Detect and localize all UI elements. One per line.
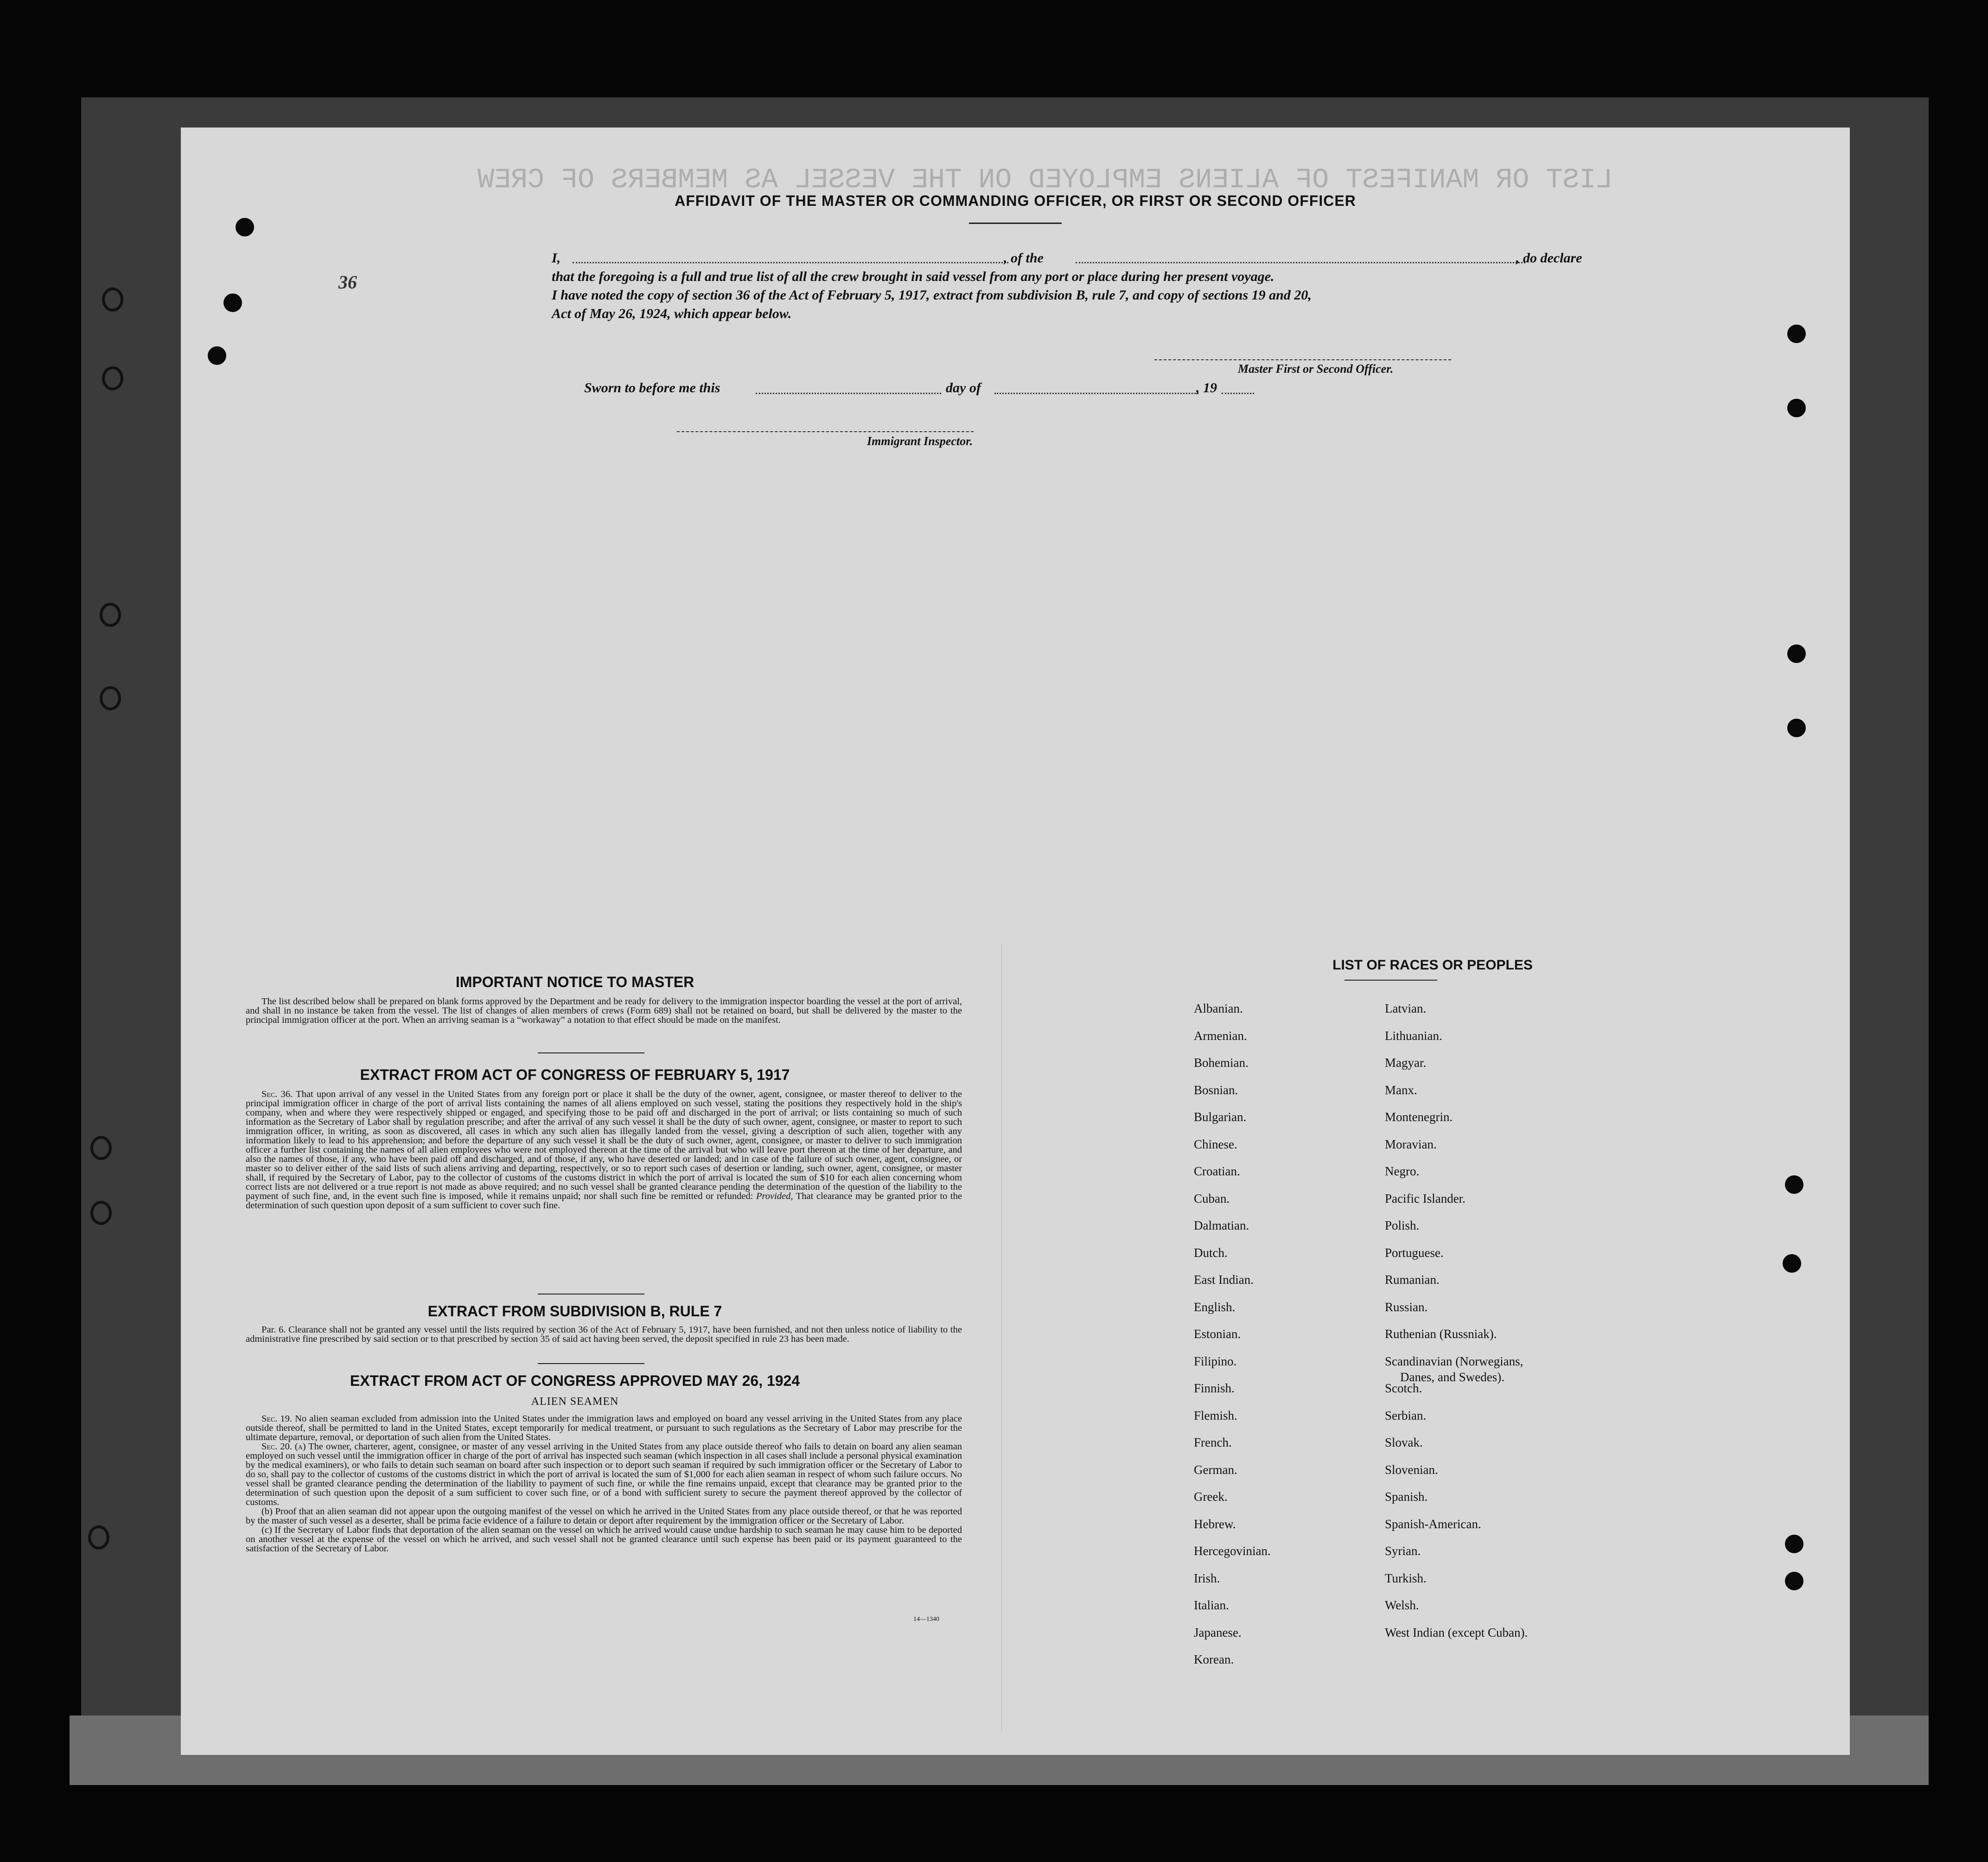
sec-36-text: That upon arrival of any vessel in the United States from any foreign port or place it shall be the duty of the owner, agent, consignee, or master thereof to deliver to the principal immigration officer in charge of the port of arrival lists containing the names of all aliens employed on such vessel, stating the positions they respectively hold in the ship's company, when and where they were respectively shipped or engaged, and specifying those to be paid off and discharged in the port of arrival; or lists containing so much of such information as the Secretary of Labor shall by regulation prescribe; and after the arrival of any such vessel it shall be the duty of such owner, agent, consignee, or master to report to such immigration officer, in writing, as soon as discovered, all cases in which any such alien has illegally landed from the vessel, giving a description of such alien, together with any information likely to lead to his apprehension; and before the departure of any such vessel it shall be the duty of such owner, agent, consignee, or master to deliver to such immigration officer a further list containing the names of all alien employees who were not employed thereon at the time of the arrival but who will leave port thereon at the time of her departure, and also the names of those, if any, who have been paid off and discharged, and of those, if any, who have deserted or landed; and in case of the failure of such owner, agent, consignee, or master so to deliver either of the said lists of such aliens arriving and departing, respectively, or so to report such cases of desertion or landing, such owner, agent, consignee, or master shall, if required by the Secretary of Labor, pay to the collector of customs of the customs district in which the port of arrival is located the sum of $10 for each alien concerning whom correct lists are not delivered or a true report is not made as above required; and no such vessel shall be granted clearance pending the determination of the question of the liability to the payment of such fine, and, in the event such fine is imposed, while it remains unpaid; nor shall such fine be remitted or refunded: [246, 1089, 962, 1201]
vessel-blank [1076, 262, 1525, 263]
race-item: Polish. [1385, 1218, 1420, 1232]
manifest-sheet [181, 128, 1850, 1755]
extract-1917-body [246, 1090, 962, 1210]
sec-20b-label: (b) [261, 1506, 273, 1517]
notice-paragraph: The list described below shall be prepared on blank forms approved by the Department and be ready for delivery to the immigration inspector boarding the vessel at the port of arrival, and shall in no instance be taken from the vessel. The list of changes of alien members of crews (Form 689) shall not be retained on board, but shall be delivered by the master to the principal immigration officer at the port. When an arriving seaman is a “workaway” a notation to that effect should be made on the manifest. [246, 996, 962, 1025]
race-item: Hebrew. [1194, 1517, 1236, 1531]
extract-1924-body [246, 1414, 962, 1553]
race-item: Cuban. [1194, 1191, 1230, 1205]
sec-20a-paragraph [246, 1442, 962, 1507]
punch-hole [223, 293, 242, 312]
sec-20b-paragraph [246, 1507, 962, 1525]
section-rule [538, 1052, 644, 1053]
form-number: 14—1340 [913, 1616, 939, 1623]
sec-36-text-end: That clearance may be granted prior to the determination of such question upon deposit of a sum sufficient to cover such fine. [246, 1191, 962, 1211]
race-item: Finnish. [1194, 1381, 1235, 1395]
sec-20b-text: Proof that an alien seaman did not appear upon the outgoing manifest of the vessel on which he arrived in the United States from any place outside thereof, or that he was reported by the master of such vessel as a deserter, shall be prima facie evidence of a failure to detain or deport after requirement by the immigration officer or the Secretary of Labor. [246, 1506, 962, 1526]
race-item: Albanian. [1194, 1001, 1243, 1015]
punch-hole [100, 686, 121, 710]
affidavit-i: I, [552, 250, 561, 266]
race-item: Bohemian. [1194, 1056, 1249, 1070]
affidavit-line-3: I have noted the copy of section 36 of the Act of February 5, 1917, extract from subdivision B, rule 7, and copy of sections 19 and 20, [552, 287, 1312, 303]
race-item: French. [1194, 1435, 1232, 1449]
race-item: Ruthenian (Russniak). [1385, 1327, 1497, 1341]
affidavit-line-4: Act of May 26, 1924, which appear below. [552, 306, 792, 321]
extract-1917-paragraph [246, 1090, 962, 1210]
extract-rule7-title: EXTRACT FROM SUBDIVISION B, RULE 7 [427, 1303, 722, 1320]
race-item: Spanish-American. [1385, 1517, 1481, 1531]
race-item: West Indian (except Cuban). [1385, 1625, 1528, 1639]
race-item: Croatian. [1194, 1164, 1240, 1178]
punch-hole [1787, 399, 1806, 417]
sec-19-label: Sec. 19. [261, 1414, 293, 1424]
master-signature-label: Master First or Second Officer. [1238, 362, 1394, 376]
race-item: Magyar. [1385, 1056, 1427, 1070]
race-item: Montenegrin. [1385, 1110, 1453, 1124]
punch-hole [1787, 719, 1806, 737]
title-rule [969, 223, 1062, 224]
race-item: Rumanian. [1385, 1273, 1440, 1287]
sworn-month-blank [994, 393, 1198, 394]
race-item: Chinese. [1194, 1137, 1237, 1151]
extract-1917-title: EXTRACT FROM ACT OF CONGRESS OF FEBRUARY 5, 1917 [360, 1066, 790, 1083]
race-item: Irish. [1194, 1571, 1220, 1585]
punch-hole [1783, 1254, 1801, 1273]
rule7-paragraph: Par. 6. Clearance shall not be granted any vessel until the lists required by section 36 of the Act of February 5, 1917, have been furnished, and not then unless notice of liability to the administrative fine prescribed by said section or to that prescribed by section 35 of said act having been served, the deposit specified in rule 23 has been made. [246, 1325, 962, 1344]
race-item: Dutch. [1194, 1245, 1228, 1260]
notice-title: IMPORTANT NOTICE TO MASTER [455, 974, 695, 990]
race-item: Latvian. [1385, 1001, 1427, 1015]
sec-20c-text: If the Secretary of Labor finds that deportation of the alien seaman on the vessel on which he arrived would cause undue hardship to such seaman he may cause him to be deported on another vessel at the expense of the vessel on which he arrived, and such vessel shall not be granted clearance until such expense has been paid or its payment guaranteed to the satisfaction of the Secretary of Labor. [246, 1525, 962, 1554]
sworn-day-blank [756, 393, 941, 394]
sworn-day-of: day of [946, 380, 981, 395]
race-item: Danes, and Swedes). [1400, 1370, 1504, 1384]
punch-hole [1785, 1175, 1803, 1194]
page-number-mark: 36 [338, 272, 357, 293]
race-item: Italian. [1194, 1598, 1229, 1612]
race-item: Welsh. [1385, 1598, 1419, 1612]
affidavit-of-the: , of the [1004, 250, 1044, 266]
sec-19-paragraph [246, 1414, 962, 1442]
affidavit-do-declare: , do declare [1516, 250, 1582, 266]
affidavit-line-2: that the foregoing is a full and true list of all the crew brought in said vessel from any port or place during her present voyage. [552, 269, 1274, 284]
race-item: Slovenian. [1385, 1462, 1438, 1477]
punch-hole [102, 366, 123, 390]
punch-hole [1787, 325, 1806, 343]
race-item: German. [1194, 1462, 1237, 1477]
extract-1924-title: EXTRACT FROM ACT OF CONGRESS APPROVED MAY 26, 1924 [350, 1372, 800, 1389]
sec-20c-label: (c) [261, 1525, 272, 1535]
bleed-through-text: LIST OR MANIFEST OF ALIENS EMPLOYED ON THE VESSEL AS MEMBERS OF CREW [478, 165, 1613, 196]
race-item: Bosnian. [1194, 1083, 1238, 1097]
race-item: Russian. [1385, 1300, 1428, 1314]
race-item: Turkish. [1385, 1571, 1427, 1585]
race-item: Scotch. [1385, 1381, 1422, 1395]
master-signature-line [1154, 359, 1451, 360]
punch-hole [90, 1136, 112, 1160]
provided-label: Provided, [756, 1191, 793, 1201]
sec-20c-paragraph [246, 1525, 962, 1553]
race-item: Greek. [1194, 1490, 1228, 1504]
alien-seamen-subtitle: ALIEN SEAMEN [531, 1396, 619, 1408]
race-item: Pacific Islander. [1385, 1191, 1466, 1205]
punch-hole [1785, 1572, 1803, 1590]
punch-hole [1787, 644, 1806, 663]
race-item: Japanese. [1194, 1625, 1242, 1639]
race-item: English. [1194, 1300, 1236, 1314]
sec-20a-label: Sec. 20. (a) [261, 1441, 306, 1452]
extract-rule7-body [246, 1325, 962, 1344]
punch-hole [236, 218, 254, 236]
race-item: Hercegovinian. [1194, 1544, 1271, 1558]
race-item: Lithuanian. [1385, 1028, 1442, 1043]
race-item: Portuguese. [1385, 1245, 1444, 1260]
race-item: Filipino. [1194, 1354, 1237, 1368]
inspector-signature-line [677, 431, 974, 432]
race-item: Scandinavian (Norwegians, [1385, 1354, 1523, 1368]
race-item: Flemish. [1194, 1408, 1237, 1422]
sworn-year-blank [1222, 393, 1254, 394]
sec-19-text: No alien seaman excluded from admission into the United States under the immigration laws and employed on board any vessel arriving in the United States from any place outside thereof, shall be permitted to land in the United States, except temporarily for medical treatment, or pursuant to such regulations as the Secretary of Labor may prescribe for the ultimate departure, removal, or deportation of such alien from the United States. [246, 1414, 962, 1442]
section-rule [538, 1363, 644, 1364]
punch-hole [100, 603, 121, 627]
race-item: Serbian. [1385, 1408, 1427, 1422]
race-item: Dalmatian. [1194, 1218, 1249, 1232]
punch-hole [102, 287, 123, 312]
punch-hole [90, 1201, 112, 1225]
race-item: East Indian. [1194, 1273, 1254, 1287]
name-blank [573, 262, 1008, 263]
race-item: Armenian. [1194, 1028, 1247, 1043]
race-item: Moravian. [1385, 1137, 1437, 1151]
inspector-signature-label: Immigrant Inspector. [867, 434, 973, 448]
sworn-year: , 19 [1196, 380, 1217, 395]
center-fold [1001, 944, 1002, 1732]
race-item: Manx. [1385, 1083, 1417, 1097]
race-item: Spanish. [1385, 1490, 1428, 1504]
affidavit-title: AFFIDAVIT OF THE MASTER OR COMMANDING OFFICER, OR FIRST OR SECOND OFFICER [675, 192, 1356, 209]
race-item: Syrian. [1385, 1544, 1421, 1558]
race-item: Bulgarian. [1194, 1110, 1247, 1124]
punch-hole [208, 346, 226, 365]
races-title: LIST OF RACES OR PEOPLES [1332, 957, 1533, 973]
races-title-rule [1344, 980, 1437, 981]
sworn-prefix: Sworn to before me this [584, 380, 720, 395]
sec-20a-text: The owner, charterer, agent, consignee, or master of any vessel arriving in the United States from any place outside thereof who fails to detain on board any alien seaman employed on such vessel until the immigration officer in charge of the port of arrival has inspected such seaman (which inspection in all cases shall include a personal physical examination by the medical examiners), or who fails to detain such seaman on board after such inspection or to deport such seaman if required by such immigration officer or the Secretary of Labor to do so, shall pay to the collector of customs of the customs district in which the port of arrival is located the sum of $1,000 for each alien seaman in respect of whom such failure occurs. No vessel shall be granted clearance pending the determination of the liability to payment of such fine, or while the fine remains unpaid, except that clearance may be granted prior to the determination of such question upon the deposit of a sum sufficient to cover such fine, or of a bond with sufficient surety to secure the payment thereof approved by the collector of customs. [246, 1441, 962, 1507]
punch-hole [88, 1525, 109, 1550]
race-item: Negro. [1385, 1164, 1420, 1178]
race-item: Korean. [1194, 1652, 1234, 1666]
punch-hole [1785, 1535, 1803, 1553]
notice-body [246, 997, 962, 1025]
sec-36-label: Sec. 36. [261, 1089, 293, 1099]
race-item: Estonian. [1194, 1327, 1241, 1341]
race-item: Slovak. [1385, 1435, 1423, 1449]
